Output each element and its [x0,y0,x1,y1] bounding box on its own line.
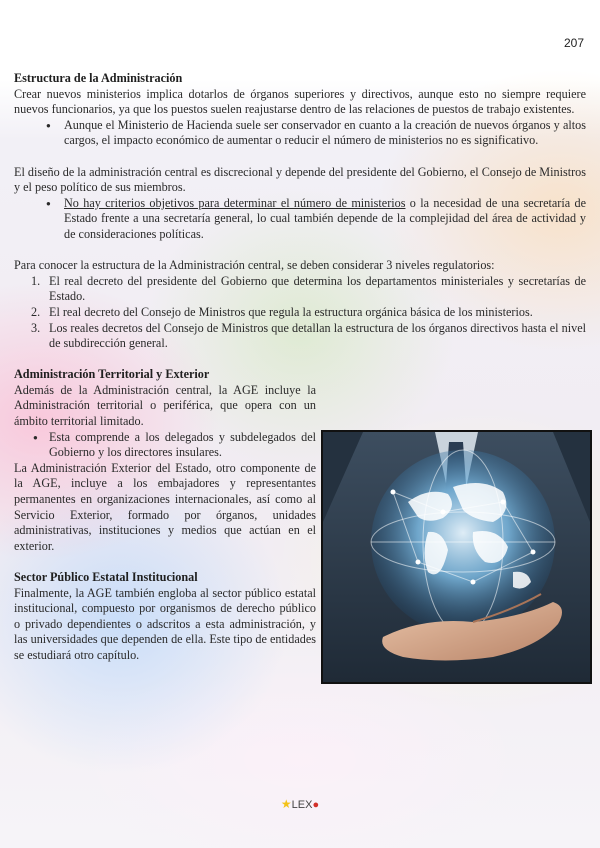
list-number: 2. [31,304,41,319]
bullet-list [14,430,316,461]
left-column [14,367,316,663]
section-heading-estructura: Estructura de la Administración [14,71,183,85]
section-heading-territorial: Administración Territorial y Exterior [14,367,210,382]
bullet-list [14,118,586,149]
underlined-text: No hay criterios objetivos para determinar el número de ministerios [64,195,406,210]
list-item [31,304,586,321]
list-item-text: Los reales decretos del Consejo de Ministros que detallan la estructura de los órganos directivos hasta el nivel de subdirección general. [49,320,586,351]
paragraph: El diseño de la administración central es discrecional y depende del presidente del Gobierno, el Consejo de Ministros y el peso político de sus miembros. [14,164,586,195]
numbered-list [14,274,586,352]
globe-hand-photo [321,430,592,684]
footer-brand [0,797,600,811]
star-icon: ★ [280,797,292,811]
list-item [31,273,586,305]
list-item: ● Esta comprende a los delegados y subdelegados del Gobierno y los directores insulares. [49,430,316,461]
paragraph: Crear nuevos ministerios implica dotarlos de órganos superiores y directivos, aunque esto no siempre requiere nuevos funcionarios, ya que los puestos suelen reajustarse dentro de las relaciones de puestos de trabajo existentes. [14,86,586,117]
list-number: 3. [31,320,41,335]
list-item-text: El real decreto del Consejo de Ministros que regula la estructura orgánica básica de los ministerios. [49,304,533,319]
section-heading-sector-publico: Sector Público Estatal Institucional [14,570,198,584]
list-item-text: El real decreto del presidente del Gobierno que determina los departamentos ministeriales y secretarías de Estado. [49,273,586,304]
list-item: ● Aunque el Ministerio de Hacienda suele ser conservador en cuanto a la creación de nuevos órganos y altos cargos, el impacto económico de aumentar o reducir el número de ministerios no es significativo. [64,118,586,149]
list-item [64,196,586,243]
globe-hand-illustration [323,432,590,682]
list-number: 1. [31,273,41,288]
paragraph: Finalmente, la AGE también engloba al sector público estatal institucional, compuesto por organismos de derecho público o privado dependientes o adscritos a esta administración, y las universidades que dependen de ella. Este tipo de entidades se estudiará otro capítulo. [14,585,316,662]
list-item [31,320,586,352]
brand-text: LEX [291,799,313,811]
paragraph: Además de la Administración central, la AGE incluye la Administración territorial o periférica, que opera con un ámbito territorial limitado. [14,382,316,429]
paragraph: Para conocer la estructura de la Administración central, se deben considerar 3 niveles regulatorios: [14,258,495,273]
list-item-text: o la necesidad de una secretaría de Estado frente a una secretaría general, lo cual también depende de la complejidad del área de actividad y de consideraciones políticas. [64,195,586,241]
bullet-list [14,196,586,243]
drop-icon: ● [312,799,320,811]
page-number: 207 [563,36,584,50]
paragraph: La Administración Exterior del Estado, otro componente de la AGE, incluye a los embajadores y representantes permanentes en organizaciones internacionales, así como al Servicio Exterior, formado por órganos, unidades administrativas, instituciones y medios que actúan en el exterior. [14,460,316,553]
